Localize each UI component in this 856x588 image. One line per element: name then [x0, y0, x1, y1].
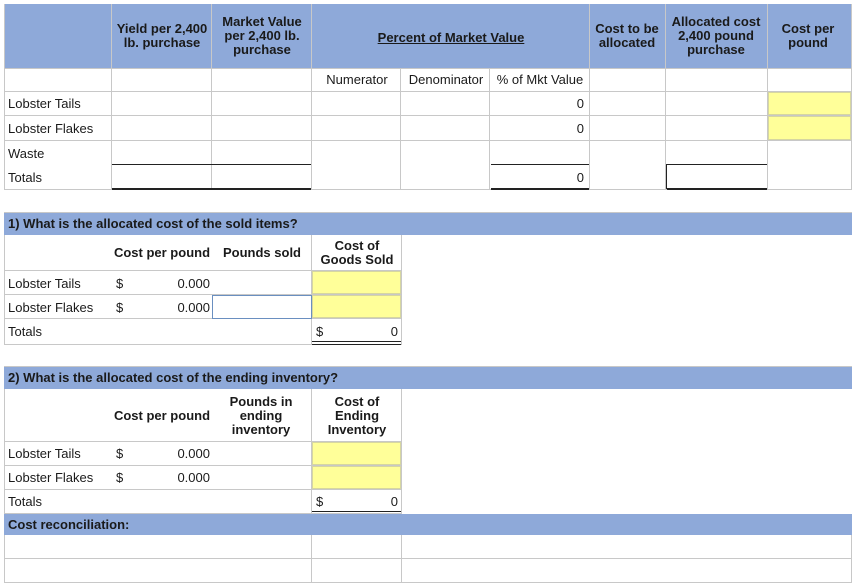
q2-total-value: 0	[390, 494, 398, 509]
header-cost-per-pound: Cost per pound	[781, 21, 835, 50]
cost-per-pound-input-flakes[interactable]	[768, 116, 851, 140]
q2-row-label-tails: Lobster Tails	[8, 446, 81, 461]
q1-header-pounds-sold: Pounds sold	[223, 245, 301, 260]
reconciliation-title: Cost reconciliation:	[8, 517, 130, 532]
header-market-value: Market Value per 2,400 lb. purchase	[222, 14, 302, 57]
row-label-totals: Totals	[8, 170, 42, 185]
header-yield: Yield per 2,400 lb. purchase	[116, 21, 208, 50]
header-cost-to-allocate: Cost to be allocated	[595, 21, 659, 50]
q1-cpp-flakes: 0.000	[177, 300, 210, 315]
subheader-numerator: Numerator	[326, 72, 388, 87]
reconciliation-band	[4, 514, 852, 535]
q1-row-label-tails: Lobster Tails	[8, 276, 81, 291]
q1-title: 1) What is the allocated cost of the sold items?	[8, 216, 298, 231]
q1-total-dollar: $	[316, 324, 324, 339]
q2-row-label-totals: Totals	[8, 494, 42, 509]
q1-dollar-flakes: $	[116, 300, 124, 315]
q2-cost-end-input-tails[interactable]	[312, 442, 401, 465]
q2-dollar-tails: $	[116, 446, 124, 461]
q2-cost-end-input-flakes[interactable]	[312, 466, 401, 489]
q1-total-value: 0	[390, 324, 398, 339]
q1-header-cost-per-pound: Cost per pound	[113, 245, 211, 260]
pct-value-totals: 0	[576, 170, 584, 185]
header-allocated-cost: Allocated cost 2,400 pound purchase	[671, 14, 761, 57]
q2-cpp-tails: 0.000	[177, 446, 210, 461]
header-percent-mkt: Percent of Market Value	[377, 30, 525, 45]
q1-cogs-input-tails[interactable]	[312, 271, 401, 294]
subheader-pct-mkt: % of Mkt Value	[496, 72, 584, 87]
q1-cogs-input-flakes[interactable]	[312, 295, 401, 318]
q2-cpp-flakes: 0.000	[177, 470, 210, 485]
q1-row-label-totals: Totals	[8, 324, 42, 339]
q2-header-cost-end: Cost of Ending Inventory	[327, 394, 387, 437]
q2-dollar-flakes: $	[116, 470, 124, 485]
row-label-waste: Waste	[8, 146, 45, 161]
q1-row-label-flakes: Lobster Flakes	[8, 300, 94, 315]
row-label-lobster-tails: Lobster Tails	[8, 96, 81, 111]
row-label-lobster-flakes: Lobster Flakes	[8, 121, 94, 136]
cost-per-pound-input-tails[interactable]	[768, 92, 851, 115]
pct-value-flakes: 0	[576, 121, 584, 136]
q2-header-pounds-end: Pounds in ending inventory	[229, 394, 293, 437]
q2-row-label-flakes: Lobster Flakes	[8, 470, 94, 485]
q2-total-dollar: $	[316, 494, 324, 509]
q2-header-cost-per-pound: Cost per pound	[113, 408, 211, 423]
q1-dollar-tails: $	[116, 276, 124, 291]
q1-pounds-sold-input-flakes[interactable]	[212, 295, 312, 319]
pct-value-tails: 0	[576, 96, 584, 111]
q2-title: 2) What is the allocated cost of the ending inventory?	[8, 370, 339, 385]
q1-cpp-tails: 0.000	[177, 276, 210, 291]
subheader-denominator: Denominator	[408, 72, 484, 87]
q1-header-cogs: Cost of Goods Sold	[320, 238, 394, 267]
